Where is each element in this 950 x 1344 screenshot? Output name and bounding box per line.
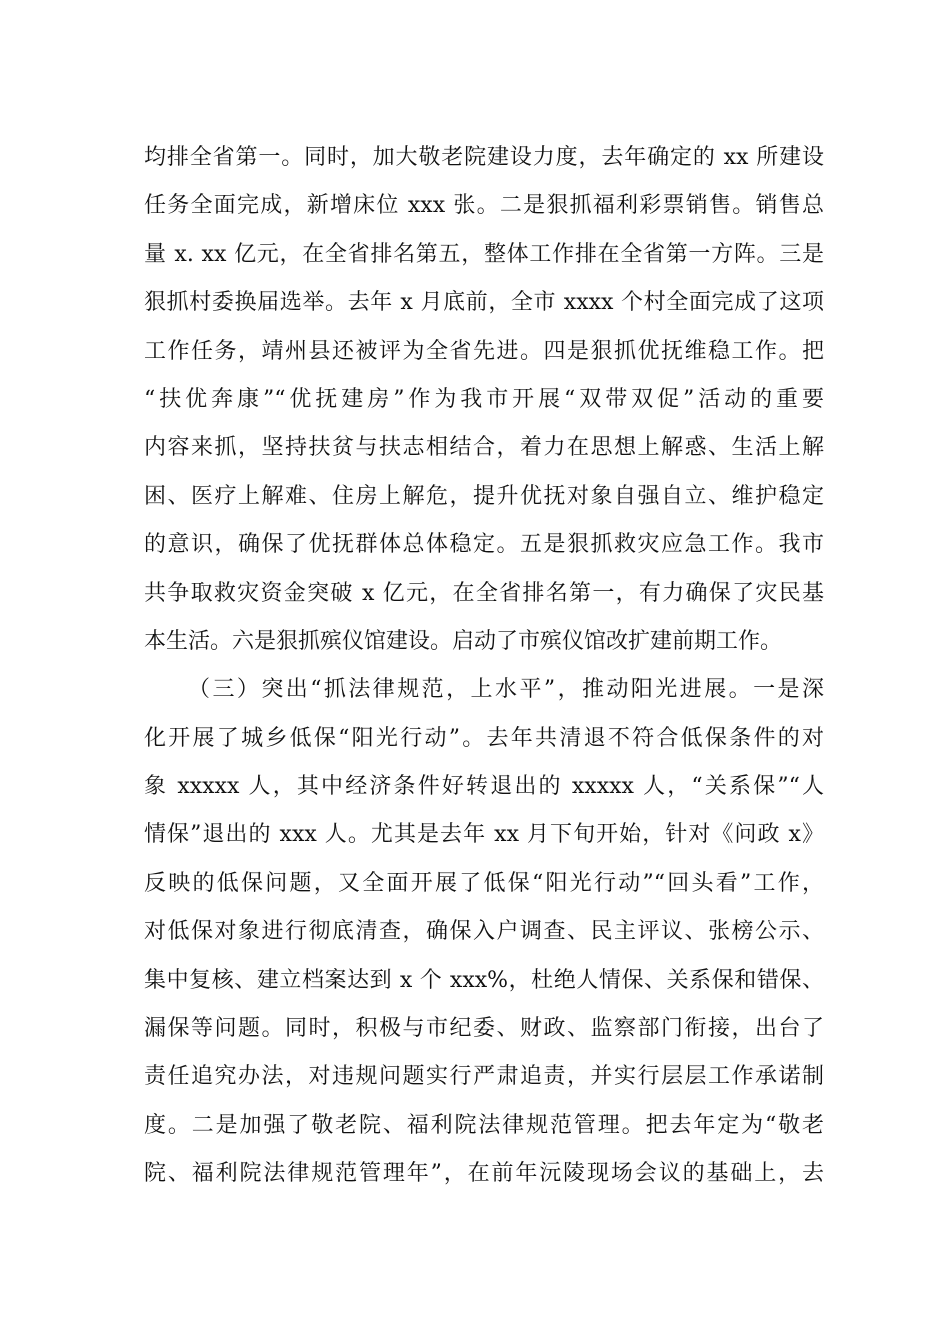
text-line: 本生活。六是狠抓殡仪馆建设。启动了市殡仪馆改扩建前期工作。 xyxy=(144,628,783,654)
text-line: 困、医疗上解难、住房上解危，提升优抚对象自强自立、维护稳定 xyxy=(144,483,824,509)
text-line: 任务全面完成，新增床位 xxx 张。二是狠抓福利彩票销售。销售总 xyxy=(144,193,824,219)
text-line: 责任追究办法，对违规问题实行严肃追责，并实行层层工作承诺制 xyxy=(144,1064,824,1090)
paragraph-legal-standardization xyxy=(144,666,824,1198)
text-line: 的意识，确保了优抚群体总体稳定。五是狠抓救灾应急工作。我市 xyxy=(144,532,824,558)
section-heading-line: （三）突出“抓法律规范，上水平”，推动阳光进展。一是深 xyxy=(188,677,824,703)
text-line: “扶优奔康”“优抚建房”作为我市开展“双带双促”活动的重要 xyxy=(144,386,824,412)
text-line: 情保”退出的 xxx 人。尤其是去年 xx 月下旬开始，针对《问政 x》 xyxy=(144,822,824,848)
text-line: 共争取救灾资金突破 x 亿元，在全省排名第一，有力确保了灾民基 xyxy=(144,580,824,606)
text-line: 量 x. xx 亿元，在全省排名第五，整体工作排在全省第一方阵。三是 xyxy=(144,241,824,267)
text-line: 度。二是加强了敬老院、福利院法律规范管理。把去年定为“敬老 xyxy=(144,1112,824,1138)
text-line: 院、福利院法律规范管理年”，在前年沅陵现场会议的基础上，去 xyxy=(144,1161,824,1187)
text-line: 内容来抓，坚持扶贫与扶志相结合，着力在思想上解惑、生活上解 xyxy=(144,435,824,461)
text-line: 对低保对象进行彻底清查，确保入户调查、民主评议、张榜公示、 xyxy=(144,919,824,945)
paragraph-welfare-work xyxy=(144,134,824,666)
text-line: 工作任务，靖州县还被评为全省先进。四是狠抓优抚维稳工作。把 xyxy=(144,338,824,364)
text-line: 反映的低保问题，又全面开展了低保“阳光行动”“回头看”工作， xyxy=(144,870,824,896)
text-line: 均排全省第一。同时，加大敬老院建设力度，去年确定的 xx 所建设 xyxy=(144,145,824,170)
document-body xyxy=(144,134,824,1199)
text-line: 象 xxxxx 人，其中经济条件好转退出的 xxxxx 人，“关系保”“人 xyxy=(144,774,824,800)
text-line: 集中复核、建立档案达到 x 个 xxx%，杜绝人情保、关系保和错保、 xyxy=(144,967,824,993)
text-line: 漏保等问题。同时，积极与市纪委、财政、监察部门衔接，出台了 xyxy=(144,1016,824,1042)
text-line: 化开展了城乡低保“阳光行动”。去年共清退不符合低保条件的对 xyxy=(144,725,824,751)
text-line: 狠抓村委换届选举。去年 x 月底前，全市 xxxx 个村全面完成了这项 xyxy=(144,290,824,316)
